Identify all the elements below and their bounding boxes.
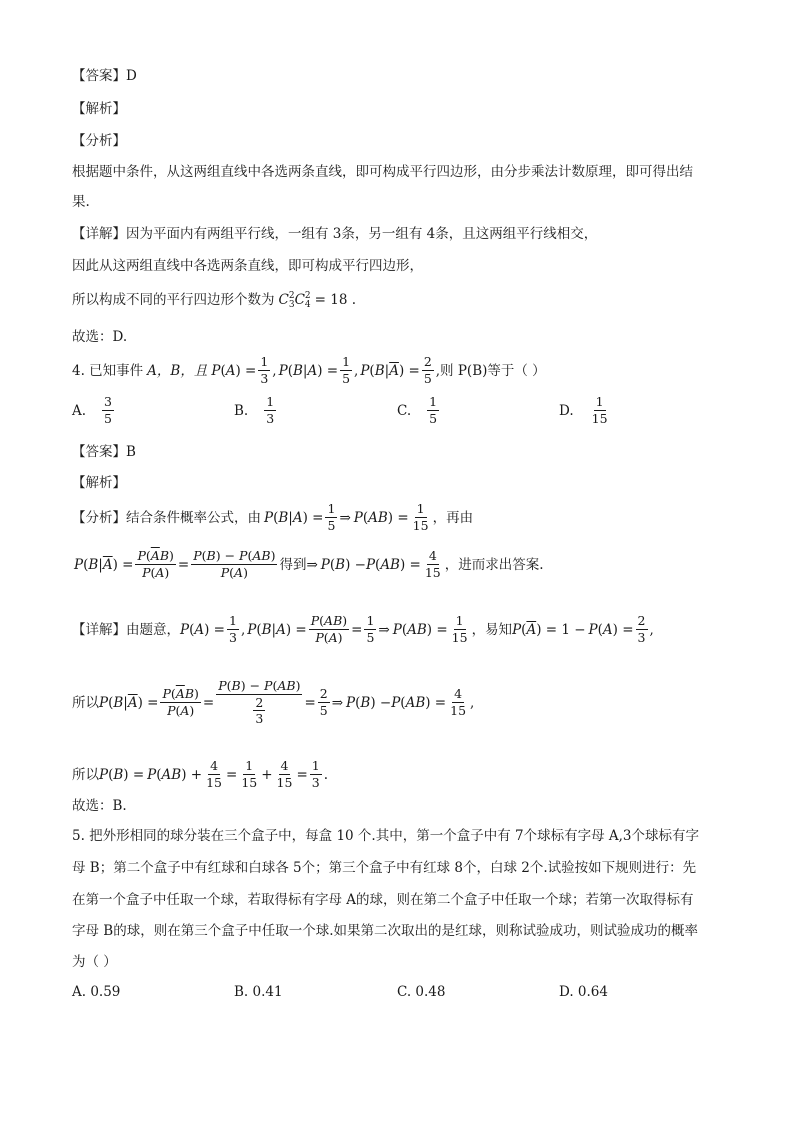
q4-detail-formula-2: P ( $\overline{A}$ ) = 1 − P ( A ) = $\frac{2}{3}$ , xyxy=(512,613,654,645)
q4-fenxi-2 xyxy=(74,550,544,579)
q4-stem-prefix: 4. 已知事件 xyxy=(72,362,144,379)
q4-given-probabilities: P ( A ) = $\frac{1}{3}$ , P ( B | A ) = $\frac{1}{5}$ , P ( B | $\overline{A}$ ) = $\frac{2}{5}$ xyxy=(211,354,432,386)
q5-choice-a[interactable]: A. 0.59 xyxy=(72,984,121,1000)
q4-choice-c[interactable]: C. $\frac{1}{5}$ xyxy=(397,394,438,426)
q4-so-formula: P ( B | $\overline{A}$ ) = $\frac{P(\overline{A}B)}{P(\overline{A})}$ = $\frac{P(B) - P(AB)}{\frac{2}{3}}$ = $\frac{2}{5}$ ⇒ P ( B ) − P ( AB ) = $\frac{4}{15}$ , xyxy=(99,678,475,726)
q4-choice-b[interactable]: B. $\frac{1}{3}$ xyxy=(234,394,275,426)
q3-fenxi-heading: 【分析】 xyxy=(72,133,126,149)
q4-fenxi-formula-2: P ( B | $\overline{A}$ ) = $\frac{P(\overline{A}B)}{P(\overline{A})}$ = $\frac{P(B) - P(AB)}{P(\overline{A})}$ xyxy=(74,548,276,580)
q3-combination-formula: C 2 3 C 2 4 xyxy=(278,290,311,310)
q4-fenxi-formula-1: P ( B | A ) = $\frac{1}{5}$ ⇒ P ( AB ) = $\frac{1}{15}$ xyxy=(264,501,429,533)
q4-so2-formula: P ( B ) = P ( AB ) + $\frac{4}{15}$ = $\frac{1}{15}$ + $\frac{4}{15}$ = $\frac{1}{3}$ . xyxy=(99,758,328,790)
q3-fenxi-text-2: 果. xyxy=(72,194,90,210)
q3-detail-3-prefix: 所以构成不同的平行四边形个数为 xyxy=(72,292,275,308)
q4-fenxi-2-suffix: ，进而求出答案. xyxy=(444,556,544,573)
q4-fenxi-1 xyxy=(72,503,473,532)
q4-stem xyxy=(72,356,546,385)
q5-line-5: 为（ ） xyxy=(72,954,117,970)
q4-conclusion: 故选：B. xyxy=(72,798,127,814)
q3-conclusion: 故选：D. xyxy=(72,329,128,345)
q4-fenxi-formula-3: ⇒ P ( B ) − P ( AB ) = $\frac{4}{15}$ xyxy=(306,548,441,580)
q4-stem-suffix: ,则 P(B)等于（ ） xyxy=(435,362,546,379)
q4-answer: 【答案】B xyxy=(72,444,136,460)
q4-detail-formula-1: P ( A ) = $\frac{1}{3}$ , P ( B | A ) = $\frac{P(AB)}{P(A)}$ = $\frac{1}{5}$ ⇒ P ( AB ) = $\frac{1}{15}$ xyxy=(180,613,468,645)
q4-stem-events: A，B，且 xyxy=(147,362,208,379)
q4-detail-1 xyxy=(72,615,654,644)
q4-fenxi-mid: 得到 xyxy=(279,556,307,573)
q5-choice-b[interactable]: B. 0.41 xyxy=(234,984,283,1000)
q3-answer: 【答案】D xyxy=(72,68,137,84)
q5-line-1: 5. 把外形相同的球分装在三个盒子中，每盒 10 个.其中，第一个盒子中有 7个球标有字母 A,3个球标有字 xyxy=(72,828,700,844)
q5-line-3: 在第一个盒子中任取一个球，若取得标有字母 A的球，则在第二个盒子中任取一个球；若第一次取得标有 xyxy=(72,892,694,908)
q4-fenxi-prefix: 【分析】结合条件概率公式，由 xyxy=(72,509,261,526)
q3-detail-2: 因此从这两组直线中各选两条直线，即可构成平行四边形， xyxy=(72,258,423,274)
q4-detail-mid: ，易知 xyxy=(471,621,513,638)
q5-choice-d[interactable]: D. 0.64 xyxy=(559,984,608,1000)
q3-fenxi-text-1: 根据题中条件，从这两组直线中各选两条直线，即可构成平行四边形，由分步乘法计数原理，即可得出结 xyxy=(72,164,693,180)
q4-detail-prefix: 【详解】由题意， xyxy=(72,621,180,638)
q4-choice-a[interactable]: A. $\frac{3}{5}$ xyxy=(72,394,112,426)
q4-so2-prefix: 所以 xyxy=(72,766,99,783)
q5-line-4: 字母 B的球，则在第三个盒子中任取一个球.如果第二次取出的是红球，则称试验成功，则试验成功的概率 xyxy=(72,923,699,939)
q3-detail-3-result: = 18 . xyxy=(314,292,357,308)
q3-detail-1: 【详解】因为平面内有两组平行线，一组有 3条，另一组有 4条，且这两组平行线相交， xyxy=(72,226,598,242)
q4-so-2 xyxy=(72,760,328,789)
q5-line-2: 母 B；第二个盒子中有红球和白球各 5个；第三个盒子中有红球 8个，白球 2个.试验按如下规则进行：先 xyxy=(72,860,697,876)
q5-choice-c[interactable]: C. 0.48 xyxy=(397,984,446,1000)
q4-choice-d[interactable]: D. $\frac{1}{15}$ xyxy=(559,394,608,426)
q4-analysis-heading: 【解析】 xyxy=(72,475,126,491)
q4-fenxi-suffix: ，再由 xyxy=(432,509,474,526)
q4-so-prefix: 所以 xyxy=(72,694,99,711)
q3-analysis-heading: 【解析】 xyxy=(72,101,126,117)
q3-detail-3 xyxy=(72,290,356,310)
q4-so-1 xyxy=(72,680,474,726)
